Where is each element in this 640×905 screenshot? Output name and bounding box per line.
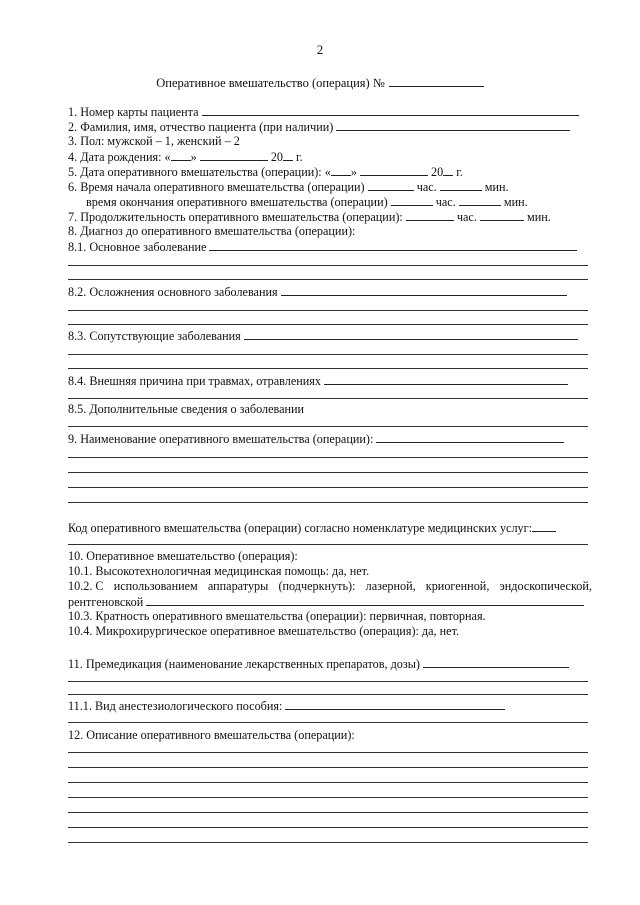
item-3 [68, 134, 240, 148]
item-10-3-label: 10.3. Кратность оперативного вмешательства (операции): первичная, повторная. [68, 609, 486, 623]
item-4-century: 20 [270, 150, 283, 164]
item-6-end [86, 194, 528, 209]
item-8-1-label: 8.1. Основное заболевание [68, 240, 207, 254]
option-laser[interactable]: лазерной, [365, 579, 416, 593]
item-10-4 [68, 624, 459, 638]
complications-line[interactable] [68, 310, 588, 311]
item-12-label: 12. Описание оперативного вмешательства (операции): [68, 728, 355, 742]
anesthesia-line[interactable] [68, 722, 588, 723]
item-1-label: 1. Номер карты пациента [68, 105, 199, 119]
item-7 [68, 209, 551, 224]
equipment-other-field[interactable] [146, 594, 584, 606]
operation-name-line[interactable] [68, 472, 588, 473]
operation-name-line[interactable] [68, 457, 588, 458]
form-title-text: Оперативное вмешательство (операция) № [156, 76, 385, 90]
item-8-5-label: 8.5. Дополнительные сведения о заболевании [68, 402, 305, 416]
item-8-5 [68, 402, 304, 416]
start-hour-field[interactable] [368, 179, 414, 191]
item-8-1 [68, 239, 577, 254]
item-8-2 [68, 284, 567, 299]
item-10-2-word: 10.2. С [68, 579, 104, 593]
operation-code [68, 520, 556, 535]
premedication-field[interactable] [423, 656, 569, 668]
item-10-2-word: использованием [113, 579, 198, 593]
form-title [0, 74, 640, 91]
operation-month-field[interactable] [360, 164, 428, 176]
item-8-3 [68, 328, 578, 343]
duration-hour-field[interactable] [406, 209, 454, 221]
item-5 [68, 164, 463, 179]
item-10-2-word: аппаратуры [207, 579, 269, 593]
description-line[interactable] [68, 782, 588, 783]
birth-day-field[interactable] [171, 149, 191, 161]
comorbidities-line[interactable] [68, 354, 588, 355]
description-line[interactable] [68, 812, 588, 813]
item-9 [68, 431, 564, 446]
operation-name-line[interactable] [68, 487, 588, 488]
comorbidities-line[interactable] [68, 368, 588, 369]
item-6-end-label: время окончания оперативного вмешательства (операции) [86, 195, 388, 209]
item-10-1-label: 10.1. Высокотехнологичная медицинская помощь: да, нет. [68, 564, 370, 578]
item-12 [68, 728, 355, 742]
item-5-century: 20 [431, 165, 444, 179]
item-6-hour-unit: час. [416, 180, 437, 194]
item-9-label: 9. Наименование оперативного вмешательства (операции): [68, 432, 374, 446]
item-2-label: 2. Фамилия, имя, отчество пациента (при наличии) [68, 120, 334, 134]
end-minute-field[interactable] [459, 194, 501, 206]
operation-code-line[interactable] [68, 544, 588, 545]
item-10-3 [68, 609, 486, 623]
item-10-2-word: (подчеркнуть): [278, 579, 356, 593]
item-5-quote: » [350, 165, 357, 179]
birth-year-field[interactable] [283, 149, 293, 161]
item-10-4-label: 10.4. Микрохирургическое оперативное вмешательство (операция): да, нет. [68, 624, 460, 638]
main-disease-field[interactable] [209, 239, 577, 251]
item-7-minute-unit: мин. [526, 210, 551, 224]
item-10-1 [68, 564, 369, 578]
external-cause-field[interactable] [324, 373, 568, 385]
end-hour-field[interactable] [391, 194, 433, 206]
item-11 [68, 656, 569, 671]
complications-line[interactable] [68, 324, 588, 325]
option-xray[interactable]: рентгеновской [68, 595, 144, 609]
option-endoscopic[interactable]: эндоскопической, [499, 579, 592, 593]
operation-code-field[interactable] [532, 520, 556, 532]
item-6-label: 6. Время начала оперативного вмешательства (операции) [68, 180, 365, 194]
item-7-hour-unit: час. [456, 210, 477, 224]
main-disease-line[interactable] [68, 279, 588, 280]
item-6-end-minute-unit: мин. [503, 195, 528, 209]
item-6-minute-unit: мин. [484, 180, 509, 194]
main-disease-line[interactable] [68, 265, 588, 266]
option-cryogenic[interactable]: криогенной, [425, 579, 490, 593]
item-2 [68, 119, 570, 134]
item-5-year-suffix: г. [456, 165, 463, 179]
description-line[interactable] [68, 842, 588, 843]
item-8 [68, 224, 355, 238]
item-8-3-label: 8.3. Сопутствующие заболевания [68, 329, 241, 343]
item-8-4-label: 8.4. Внешняя причина при травмах, отравлениях [68, 374, 321, 388]
patient-name-field[interactable] [336, 119, 570, 131]
item-7-label: 7. Продолжительность оперативного вмешательства (операции): [68, 210, 403, 224]
item-8-2-label: 8.2. Осложнения основного заболевания [68, 285, 278, 299]
external-cause-line[interactable] [68, 398, 588, 399]
item-6 [68, 179, 509, 194]
operation-number-field[interactable] [389, 74, 484, 87]
operation-name-line[interactable] [68, 502, 588, 503]
premedication-line[interactable] [68, 694, 588, 695]
item-4-quote: » [190, 150, 197, 164]
item-8-4 [68, 373, 568, 388]
card-number-field[interactable] [202, 104, 579, 116]
item-8-label: 8. Диагноз до оперативного вмешательства (операции): [68, 224, 356, 238]
operation-day-field[interactable] [331, 164, 351, 176]
item-3-label: 3. Пол: мужской – 1, женский – 2 [68, 134, 240, 148]
start-minute-field[interactable] [440, 179, 482, 191]
additional-info-line[interactable] [68, 426, 588, 427]
item-11-label: 11. Премедикация (наименование лекарственных препаратов, дозы) [68, 657, 420, 671]
page-number: 2 [316, 42, 324, 57]
description-line[interactable] [68, 752, 588, 753]
operation-name-field[interactable] [376, 431, 564, 443]
operation-code-label: Код оперативного вмешательства (операции) согласно номенклатуре медицинских услуг: [68, 521, 533, 535]
birth-month-field[interactable] [200, 149, 268, 161]
item-10-2 [68, 579, 592, 593]
operation-year-field[interactable] [443, 164, 453, 176]
item-11-1 [68, 698, 505, 713]
item-10-label: 10. Оперативное вмешательство (операция): [68, 549, 298, 563]
item-10-2-cont [68, 594, 584, 609]
comorbidities-field[interactable] [244, 328, 578, 340]
premedication-line[interactable] [68, 681, 588, 682]
item-4 [68, 149, 303, 164]
description-line[interactable] [68, 827, 588, 828]
item-10 [68, 549, 298, 563]
duration-minute-field[interactable] [480, 209, 524, 221]
description-line[interactable] [68, 767, 588, 768]
item-11-1-label: 11.1. Вид анестезиологического пособия: [68, 699, 283, 713]
item-5-label: 5. Дата оперативного вмешательства (операции): « [68, 165, 331, 179]
item-6-end-hour-unit: час. [435, 195, 456, 209]
item-4-year-suffix: г. [296, 150, 303, 164]
complications-field[interactable] [281, 284, 567, 296]
description-line[interactable] [68, 797, 588, 798]
anesthesia-type-field[interactable] [285, 698, 505, 710]
item-4-label: 4. Дата рождения: « [68, 150, 171, 164]
item-1 [68, 104, 579, 119]
